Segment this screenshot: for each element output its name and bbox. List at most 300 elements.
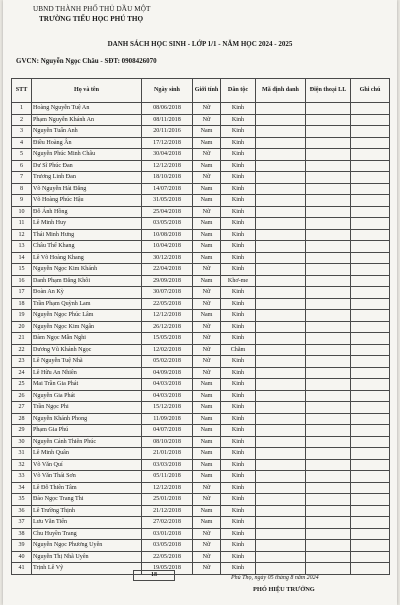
cell-dob: 30/07/2018 — [142, 287, 193, 299]
cell-ethnicity: Khơ-me — [221, 275, 256, 287]
table-row — [12, 333, 390, 345]
table-row — [12, 505, 390, 517]
col-header-sex: Giới tính — [193, 79, 221, 103]
cell-ethnicity: Kinh — [221, 229, 256, 241]
cell-ethnicity: Kinh — [221, 379, 256, 391]
cell-ethnicity: Kinh — [221, 137, 256, 149]
cell-sex: Nam — [193, 126, 221, 138]
cell-ethnicity: Kinh — [221, 160, 256, 172]
cell-ethnicity: Kinh — [221, 241, 256, 253]
cell-phone — [306, 298, 351, 310]
cell-stt: 26 — [12, 390, 32, 402]
cell-ethnicity: Kinh — [221, 448, 256, 460]
cell-id — [256, 505, 306, 517]
cell-name: Hoàng Nguyễn Tuệ An — [32, 103, 142, 115]
cell-sex: Nữ — [193, 149, 221, 161]
cell-name: Võ Văn Quí — [32, 459, 142, 471]
cell-note — [351, 448, 390, 460]
cell-id — [256, 540, 306, 552]
cell-dob: 04/03/2018 — [142, 390, 193, 402]
cell-ethnicity: Kinh — [221, 298, 256, 310]
table-row — [12, 436, 390, 448]
cell-note — [351, 160, 390, 172]
table-row — [12, 172, 390, 184]
cell-note — [351, 137, 390, 149]
table-row — [12, 563, 390, 575]
col-header-note: Ghi chú — [351, 79, 390, 103]
cell-name: Lê Minh Quân — [32, 448, 142, 460]
table-row — [12, 183, 390, 195]
cell-note — [351, 459, 390, 471]
cell-phone — [306, 172, 351, 184]
cell-dob: 12/12/2018 — [142, 160, 193, 172]
cell-phone — [306, 436, 351, 448]
cell-phone — [306, 563, 351, 575]
cell-id — [256, 425, 306, 437]
cell-name: Trần Ngọc Phi — [32, 402, 142, 414]
cell-name: Trương Linh Đan — [32, 172, 142, 184]
cell-phone — [306, 528, 351, 540]
cell-sex: Nữ — [193, 298, 221, 310]
cell-note — [351, 402, 390, 414]
cell-name: Trịnh Lê Vỹ — [32, 563, 142, 575]
cell-dob: 03/05/2018 — [142, 218, 193, 230]
cell-ethnicity: Kinh — [221, 310, 256, 322]
cell-name: Danh Phạm Đăng Khôi — [32, 275, 142, 287]
cell-note — [351, 563, 390, 575]
cell-id — [256, 551, 306, 563]
cell-ethnicity: Kinh — [221, 321, 256, 333]
cell-name: Nguyễn Gia Phát — [32, 390, 142, 402]
cell-dob: 03/01/2018 — [142, 528, 193, 540]
cell-stt: 37 — [12, 517, 32, 529]
cell-phone — [306, 379, 351, 391]
cell-ethnicity: Kinh — [221, 367, 256, 379]
cell-id — [256, 103, 306, 115]
cell-sex: Nam — [193, 505, 221, 517]
cell-phone — [306, 149, 351, 161]
cell-sex: Nam — [193, 310, 221, 322]
cell-stt: 19 — [12, 310, 32, 322]
cell-name: Lê Đỗ Thiên Tâm — [32, 482, 142, 494]
cell-phone — [306, 367, 351, 379]
cell-name: Nguyễn Ngọc Kim Khánh — [32, 264, 142, 276]
cell-dob: 31/05/2018 — [142, 195, 193, 207]
cell-id — [256, 528, 306, 540]
cell-id — [256, 390, 306, 402]
cell-name: Võ Hoàng Phúc Hậu — [32, 195, 142, 207]
cell-dob: 15/12/2018 — [142, 402, 193, 414]
cell-sex: Nam — [193, 402, 221, 414]
cell-id — [256, 310, 306, 322]
cell-stt: 12 — [12, 229, 32, 241]
cell-sex: Nam — [193, 448, 221, 460]
cell-stt: 27 — [12, 402, 32, 414]
cell-phone — [306, 471, 351, 483]
cell-note — [351, 367, 390, 379]
cell-phone — [306, 160, 351, 172]
cell-phone — [306, 425, 351, 437]
cell-ethnicity: Kinh — [221, 218, 256, 230]
cell-sex: Nữ — [193, 114, 221, 126]
table-row — [12, 459, 390, 471]
cell-stt: 30 — [12, 436, 32, 448]
cell-phone — [306, 482, 351, 494]
cell-sex: Nữ — [193, 172, 221, 184]
cell-sex: Nam — [193, 218, 221, 230]
cell-dob: 12/12/2018 — [142, 482, 193, 494]
cell-sex: Nữ — [193, 494, 221, 506]
table-row — [12, 390, 390, 402]
cell-note — [351, 321, 390, 333]
cell-name: Mai Trần Gia Phát — [32, 379, 142, 391]
cell-name: Châu Thế Khang — [32, 241, 142, 253]
cell-id — [256, 172, 306, 184]
cell-dob: 29/09/2018 — [142, 275, 193, 287]
cell-name: Nguyễn Ngọc Kim Ngân — [32, 321, 142, 333]
table-row — [12, 149, 390, 161]
table-row — [12, 310, 390, 322]
cell-ethnicity: Kinh — [221, 471, 256, 483]
cell-note — [351, 172, 390, 184]
cell-sex: Nữ — [193, 264, 221, 276]
cell-phone — [306, 229, 351, 241]
cell-phone — [306, 114, 351, 126]
cell-name: Võ Văn Thái Sơn — [32, 471, 142, 483]
cell-stt: 21 — [12, 333, 32, 345]
cell-id — [256, 482, 306, 494]
cell-name: Nguyễn Thị Nhã Uyên — [32, 551, 142, 563]
cell-id — [256, 149, 306, 161]
cell-note — [351, 287, 390, 299]
cell-note — [351, 114, 390, 126]
cell-name: Lưu Văn Tiến — [32, 517, 142, 529]
table-row — [12, 344, 390, 356]
table-row — [12, 195, 390, 207]
cell-sex: Nam — [193, 425, 221, 437]
cell-dob: 10/08/2018 — [142, 229, 193, 241]
cell-ethnicity: Kinh — [221, 482, 256, 494]
cell-name: Nguyễn Phúc Minh Châu — [32, 149, 142, 161]
cell-sex: Nữ — [193, 287, 221, 299]
cell-stt: 23 — [12, 356, 32, 368]
cell-id — [256, 264, 306, 276]
signature-title: PHÓ HIỆU TRƯỞNG — [253, 586, 315, 593]
cell-sex: Nữ — [193, 482, 221, 494]
cell-ethnicity: Kinh — [221, 459, 256, 471]
cell-dob: 22/04/2018 — [142, 264, 193, 276]
cell-note — [351, 218, 390, 230]
cell-name: Nguyễn Khánh Phong — [32, 413, 142, 425]
cell-stt: 41 — [12, 563, 32, 575]
cell-ethnicity: Kinh — [221, 264, 256, 276]
table-row — [12, 241, 390, 253]
cell-note — [351, 310, 390, 322]
cell-stt: 29 — [12, 425, 32, 437]
cell-dob: 30/04/2018 — [142, 149, 193, 161]
cell-dob: 08/11/2018 — [142, 114, 193, 126]
cell-name: Lê Võ Hoàng Khang — [32, 252, 142, 264]
table-row — [12, 114, 390, 126]
table-row — [12, 160, 390, 172]
table-row — [12, 252, 390, 264]
table-row — [12, 126, 390, 138]
cell-note — [351, 517, 390, 529]
cell-dob: 22/05/2018 — [142, 298, 193, 310]
cell-phone — [306, 252, 351, 264]
col-header-stt: STT — [12, 79, 32, 103]
cell-stt: 25 — [12, 379, 32, 391]
cell-note — [351, 252, 390, 264]
table-row — [12, 137, 390, 149]
cell-note — [351, 264, 390, 276]
cell-id — [256, 218, 306, 230]
cell-note — [351, 505, 390, 517]
cell-stt: 16 — [12, 275, 32, 287]
cell-dob: 11/09/2018 — [142, 413, 193, 425]
cell-note — [351, 275, 390, 287]
cell-name: Chu Huyền Trang — [32, 528, 142, 540]
cell-name: Lê Trường Thịnh — [32, 505, 142, 517]
table-row — [12, 367, 390, 379]
cell-id — [256, 241, 306, 253]
cell-note — [351, 425, 390, 437]
table-body — [12, 103, 390, 575]
cell-note — [351, 436, 390, 448]
cell-id — [256, 275, 306, 287]
cell-stt: 38 — [12, 528, 32, 540]
cell-sex: Nữ — [193, 344, 221, 356]
cell-id — [256, 287, 306, 299]
cell-note — [351, 379, 390, 391]
cell-dob: 17/12/2018 — [142, 137, 193, 149]
cell-stt: 9 — [12, 195, 32, 207]
table-row — [12, 494, 390, 506]
table-row — [12, 379, 390, 391]
cell-sex: Nữ — [193, 206, 221, 218]
teacher-info: GVCN: Nguyễn Ngọc Châu - SĐT: 0908426070 — [16, 57, 157, 65]
table-row — [12, 287, 390, 299]
cell-dob: 20/11/2016 — [142, 126, 193, 138]
table-header-row — [12, 79, 390, 103]
cell-ethnicity: Kinh — [221, 206, 256, 218]
cell-note — [351, 229, 390, 241]
cell-note — [351, 471, 390, 483]
cell-name: Điều Hoàng Ân — [32, 137, 142, 149]
cell-note — [351, 494, 390, 506]
cell-dob: 14/07/2018 — [142, 183, 193, 195]
cell-note — [351, 183, 390, 195]
cell-ethnicity: Kinh — [221, 183, 256, 195]
cell-dob: 05/11/2018 — [142, 471, 193, 483]
cell-dob: 19/05/2018 — [142, 563, 193, 575]
cell-note — [351, 333, 390, 345]
cell-id — [256, 379, 306, 391]
cell-name: Đàm Ngọc Mẫn Nghi — [32, 333, 142, 345]
cell-stt: 1 — [12, 103, 32, 115]
cell-name: Đỗ Ánh Hồng — [32, 206, 142, 218]
cell-phone — [306, 402, 351, 414]
cell-id — [256, 459, 306, 471]
cell-ethnicity: Kinh — [221, 517, 256, 529]
cell-stt: 2 — [12, 114, 32, 126]
cell-phone — [306, 218, 351, 230]
cell-phone — [306, 356, 351, 368]
cell-id — [256, 356, 306, 368]
cell-id — [256, 137, 306, 149]
col-header-id: Mã định danh — [256, 79, 306, 103]
table-row — [12, 321, 390, 333]
cell-dob: 04/09/2018 — [142, 367, 193, 379]
cell-dob: 08/10/2018 — [142, 436, 193, 448]
cell-dob: 04/07/2018 — [142, 425, 193, 437]
cell-ethnicity: Kinh — [221, 413, 256, 425]
cell-name: Lê Hữu An Nhiên — [32, 367, 142, 379]
cell-ethnicity: Kinh — [221, 494, 256, 506]
cell-sex: Nam — [193, 459, 221, 471]
cell-id — [256, 471, 306, 483]
cell-id — [256, 229, 306, 241]
table-row — [12, 413, 390, 425]
cell-stt: 6 — [12, 160, 32, 172]
table-row — [12, 206, 390, 218]
cell-ethnicity: Kinh — [221, 356, 256, 368]
cell-phone — [306, 448, 351, 460]
cell-dob: 22/05/2018 — [142, 551, 193, 563]
cell-name: Thái Minh Hưng — [32, 229, 142, 241]
cell-dob: 30/12/2018 — [142, 252, 193, 264]
cell-phone — [306, 344, 351, 356]
cell-sex: Nữ — [193, 333, 221, 345]
cell-id — [256, 252, 306, 264]
cell-name: Võ Nguyễn Hải Đăng — [32, 183, 142, 195]
cell-stt: 31 — [12, 448, 32, 460]
cell-sex: Nữ — [193, 563, 221, 575]
cell-dob: 12/12/2018 — [142, 310, 193, 322]
cell-sex: Nữ — [193, 528, 221, 540]
cell-ethnicity: Chăm — [221, 344, 256, 356]
cell-name: Nguyễn Ngọc Phương Uyên — [32, 540, 142, 552]
cell-ethnicity: Kinh — [221, 563, 256, 575]
cell-phone — [306, 551, 351, 563]
cell-id — [256, 494, 306, 506]
cell-phone — [306, 137, 351, 149]
cell-stt: 15 — [12, 264, 32, 276]
cell-ethnicity: Kinh — [221, 425, 256, 437]
student-table — [11, 78, 390, 575]
cell-dob: 03/03/2018 — [142, 459, 193, 471]
cell-stt: 40 — [12, 551, 32, 563]
cell-stt: 4 — [12, 137, 32, 149]
cell-phone — [306, 459, 351, 471]
cell-phone — [306, 275, 351, 287]
cell-sex: Nữ — [193, 321, 221, 333]
cell-ethnicity: Kinh — [221, 195, 256, 207]
cell-phone — [306, 413, 351, 425]
cell-note — [351, 528, 390, 540]
cell-name: Phạm Gia Phú — [32, 425, 142, 437]
cell-name: Dư Sĩ Phúc Đan — [32, 160, 142, 172]
cell-name: Trần Phạm Quỳnh Lam — [32, 298, 142, 310]
cell-sex: Nam — [193, 471, 221, 483]
table-row — [12, 482, 390, 494]
cell-phone — [306, 206, 351, 218]
cell-phone — [306, 287, 351, 299]
cell-id — [256, 436, 306, 448]
table-row — [12, 264, 390, 276]
table-row — [12, 551, 390, 563]
cell-stt: 14 — [12, 252, 32, 264]
cell-name: Nguyễn Cảnh Thiên Phúc — [32, 436, 142, 448]
cell-stt: 18 — [12, 298, 32, 310]
cell-ethnicity: Kinh — [221, 149, 256, 161]
cell-ethnicity: Kinh — [221, 333, 256, 345]
cell-note — [351, 390, 390, 402]
cell-id — [256, 344, 306, 356]
cell-note — [351, 551, 390, 563]
cell-stt: 34 — [12, 482, 32, 494]
cell-name: Nguyễn Ngọc Phúc Lâm — [32, 310, 142, 322]
cell-stt: 7 — [12, 172, 32, 184]
cell-stt: 35 — [12, 494, 32, 506]
cell-stt: 13 — [12, 241, 32, 253]
cell-id — [256, 333, 306, 345]
cell-ethnicity: Kinh — [221, 252, 256, 264]
cell-id — [256, 206, 306, 218]
cell-sex: Nữ — [193, 367, 221, 379]
cell-note — [351, 206, 390, 218]
cell-name: Lê Minh Huy — [32, 218, 142, 230]
cell-sex: Nam — [193, 413, 221, 425]
cell-dob: 27/02/2018 — [142, 517, 193, 529]
cell-sex: Nam — [193, 183, 221, 195]
table-row — [12, 425, 390, 437]
cell-note — [351, 149, 390, 161]
cell-sex: Nam — [193, 160, 221, 172]
table-row — [12, 540, 390, 552]
cell-phone — [306, 505, 351, 517]
cell-phone — [306, 126, 351, 138]
cell-ethnicity: Kinh — [221, 505, 256, 517]
cell-stt: 8 — [12, 183, 32, 195]
cell-phone — [306, 390, 351, 402]
cell-name: Nguyễn Tuấn Anh — [32, 126, 142, 138]
cell-sex: Nam — [193, 517, 221, 529]
cell-sex: Nữ — [193, 103, 221, 115]
cell-ethnicity: Kinh — [221, 114, 256, 126]
cell-dob: 05/02/2018 — [142, 356, 193, 368]
table-row — [12, 528, 390, 540]
cell-phone — [306, 517, 351, 529]
cell-sex: Nam — [193, 436, 221, 448]
document-page — [3, 0, 397, 605]
cell-dob: 26/12/2018 — [142, 321, 193, 333]
cell-name: Dương Vũ Khánh Ngọc — [32, 344, 142, 356]
cell-phone — [306, 183, 351, 195]
cell-note — [351, 241, 390, 253]
cell-note — [351, 413, 390, 425]
cell-name: Phạm Nguyễn Khánh An — [32, 114, 142, 126]
cell-id — [256, 183, 306, 195]
cell-ethnicity: Kinh — [221, 103, 256, 115]
cell-dob: 21/12/2018 — [142, 505, 193, 517]
cell-id — [256, 321, 306, 333]
cell-id — [256, 160, 306, 172]
col-header-phone: Điện thoại LL — [306, 79, 351, 103]
table-row — [12, 402, 390, 414]
cell-phone — [306, 241, 351, 253]
cell-stt: 20 — [12, 321, 32, 333]
